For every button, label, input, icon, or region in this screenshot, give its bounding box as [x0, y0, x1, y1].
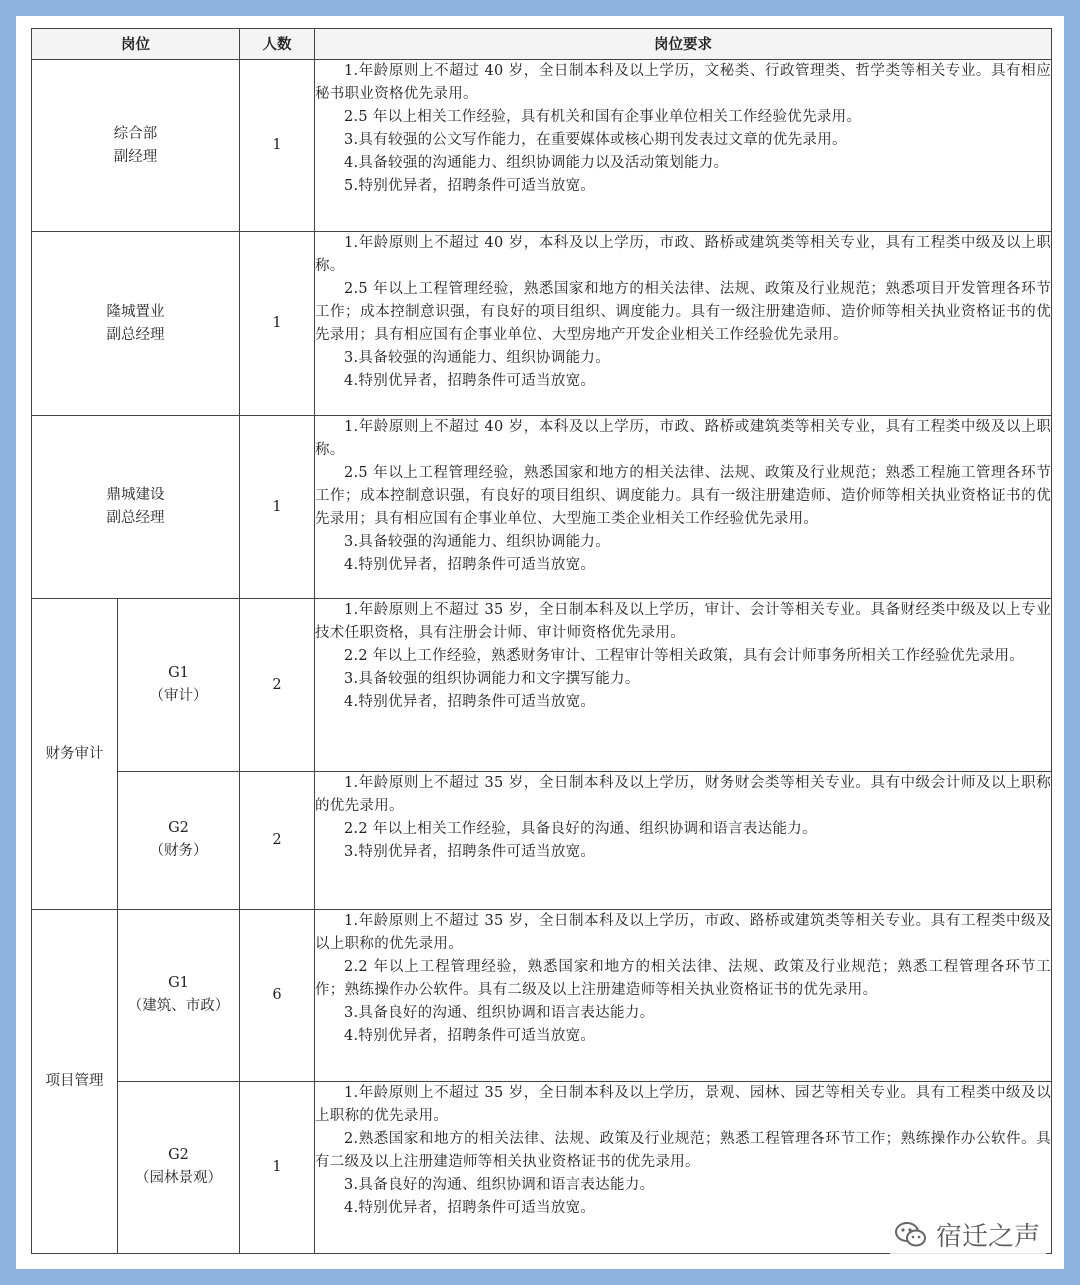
requirements-cell — [315, 415, 1052, 598]
header-position: 岗位 — [32, 29, 240, 60]
requirement-item: 3.具备较强的沟通能力、组织协调能力。 — [344, 350, 611, 367]
table-row — [32, 599, 1052, 771]
position-line: G1 — [168, 975, 189, 992]
position-cell — [118, 599, 240, 771]
job-table — [31, 28, 1052, 1254]
requirement-item: 2.5 年以上工程管理经验，熟悉国家和地方的相关法律、法规、政策及行业规范；熟悉项目开发管理各环节工作；成本控制意识强，有良好的项目组织、调度能力。具有一级注册建造师、造价师等相关执业资格证书的优先录用；具有相应国有企事业单位、大型房地产开发企业相关工作经验优先录用。 — [315, 281, 1051, 344]
requirement-item: 4.特别优异者，招聘条件可适当放宽。 — [344, 694, 596, 711]
requirements-cell — [315, 60, 1052, 232]
count-cell: 2 — [240, 599, 315, 771]
requirement-item: 4.特别优异者，招聘条件可适当放宽。 — [344, 373, 596, 390]
requirement-item: 3.具备较强的组织协调能力和文字撰写能力。 — [344, 671, 640, 688]
position-line: G2 — [168, 1147, 189, 1164]
requirements-cell — [315, 771, 1052, 909]
requirement-item: 1.年龄原则上不超过 40 岁，本科及以上学历，市政、路桥或建筑类等相关专业，具有工程类中级及以上职称。 — [315, 235, 1051, 275]
position-line: 副经理 — [113, 148, 158, 165]
header-requirements: 岗位要求 — [315, 29, 1052, 60]
count-cell: 2 — [240, 771, 315, 909]
group-cell: 项目管理 — [32, 910, 118, 1254]
requirement-item: 4.特别优异者，招聘条件可适当放宽。 — [344, 1199, 596, 1216]
table-row — [32, 771, 1052, 909]
requirement-item: 1.年龄原则上不超过 35 岁，全日制本科及以上学历，审计、会计等相关专业。具备财经类中级及以上专业技术任职资格，具有注册会计师、审计师资格优先录用。 — [315, 602, 1051, 642]
position-line: （园林景观） — [135, 1170, 222, 1187]
requirement-item: 1.年龄原则上不超过 35 岁，全日制本科及以上学历，市政、路桥或建筑类等相关专业。具有工程类中级及以上职称的优先录用。 — [315, 913, 1051, 953]
requirement-item: 1.年龄原则上不超过 35 岁，全日制本科及以上学历，财务财会类等相关专业。具有中级会计师及以上职称的优先录用。 — [315, 774, 1051, 814]
count-cell: 1 — [240, 415, 315, 598]
requirement-item: 2.熟悉国家和地方的相关法律、法规、政策及行业规范；熟悉工程管理各环节工作；熟练操作办公软件。具有二级及以上注册建造师等相关执业资格证书的优先录用。 — [315, 1130, 1051, 1170]
count-cell: 1 — [240, 1081, 315, 1253]
position-line: （建筑、市政） — [127, 998, 230, 1015]
position-cell — [32, 415, 240, 598]
table-row — [32, 232, 1052, 415]
table-row — [32, 415, 1052, 598]
requirement-item: 2.2 年以上工作经验，熟悉财务审计、工程审计等相关政策，具有会计师事务所相关工作经验优先录用。 — [344, 648, 1025, 665]
requirement-item: 1.年龄原则上不超过 35 岁，全日制本科及以上学历，景观、园林、园艺等相关专业。具有工程类中级及以上职称的优先录用。 — [315, 1084, 1051, 1124]
requirement-item: 2.2 年以上工程管理经验，熟悉国家和地方的相关法律、法规、政策及行业规范；熟悉工程管理各环节工作；熟练操作办公软件。具有二级及以上注册建造师等相关执业资格证书的优先录用。 — [315, 959, 1051, 999]
count-cell: 1 — [240, 232, 315, 415]
count-cell: 6 — [240, 910, 315, 1081]
position-line: 副总经理 — [106, 510, 165, 527]
requirement-item: 1.年龄原则上不超过 40 岁，全日制本科及以上学历，文秘类、行政管理类、哲学类等相关专业。具有相应秘书职业资格优先录用。 — [315, 63, 1051, 102]
table-row — [32, 910, 1052, 1081]
requirement-item: 4.具备较强的沟通能力、组织协调能力以及活动策划能力。 — [344, 155, 729, 171]
count-cell: 1 — [240, 60, 315, 232]
position-line: 副总经理 — [106, 326, 165, 343]
position-line: G1 — [168, 665, 189, 682]
header-count: 人数 — [240, 29, 315, 60]
requirement-item: 4.特别优异者，招聘条件可适当放宽。 — [344, 556, 596, 573]
wechat-icon — [894, 1220, 928, 1250]
table-row — [32, 60, 1052, 232]
position-line: 隆城置业 — [106, 303, 165, 320]
requirements-cell — [315, 910, 1052, 1081]
requirement-item: 3.特别优异者，招聘条件可适当放宽。 — [344, 843, 596, 860]
requirement-item: 3.具备良好的沟通、组织协调和语言表达能力。 — [344, 1176, 655, 1193]
requirement-item: 2.2 年以上相关工作经验，具备良好的沟通、组织协调和语言表达能力。 — [344, 820, 817, 837]
requirement-item: 5.特别优异者，招聘条件可适当放宽。 — [344, 178, 596, 194]
document-page — [16, 16, 1064, 1269]
position-cell — [118, 910, 240, 1081]
watermark — [890, 1214, 1046, 1255]
position-cell — [118, 771, 240, 909]
requirement-item: 3.具备较强的沟通能力、组织协调能力。 — [344, 533, 611, 550]
position-line: （财务） — [149, 843, 208, 860]
requirement-item: 1.年龄原则上不超过 40 岁，本科及以上学历，市政、路桥或建筑类等相关专业，具有工程类中级及以上职称。 — [315, 418, 1051, 458]
position-line: 鼎城建设 — [106, 487, 165, 504]
position-cell — [32, 232, 240, 415]
position-cell — [32, 60, 240, 232]
requirement-item: 2.5 年以上工程管理经验，熟悉国家和地方的相关法律、法规、政策及行业规范；熟悉工程施工管理各环节工作；成本控制意识强，有良好的项目组织、调度能力。具有一级注册建造师、造价师等相关执业资格证书的优先录用；具有相应国有企事业单位、大型施工类企业相关工作经验优先录用。 — [315, 464, 1051, 527]
requirement-item: 3.具有较强的公文写作能力，在重要媒体或核心期刊发表过文章的优先录用。 — [344, 132, 847, 148]
position-cell — [118, 1081, 240, 1253]
table-header-row — [32, 29, 1052, 60]
requirements-cell — [315, 232, 1052, 415]
requirement-item: 4.特别优异者，招聘条件可适当放宽。 — [344, 1028, 596, 1045]
watermark-text: 宿迁之声 — [935, 1222, 1040, 1252]
requirement-item: 3.具备良好的沟通、组织协调和语言表达能力。 — [344, 1005, 655, 1022]
position-line: 综合部 — [113, 125, 158, 142]
requirement-item: 2.5 年以上相关工作经验，具有机关和国有企事业单位相关工作经验优先录用。 — [344, 109, 862, 125]
position-line: G2 — [168, 820, 189, 837]
group-cell: 财务审计 — [32, 599, 118, 910]
position-line: （审计） — [149, 688, 208, 705]
requirements-cell — [315, 599, 1052, 771]
